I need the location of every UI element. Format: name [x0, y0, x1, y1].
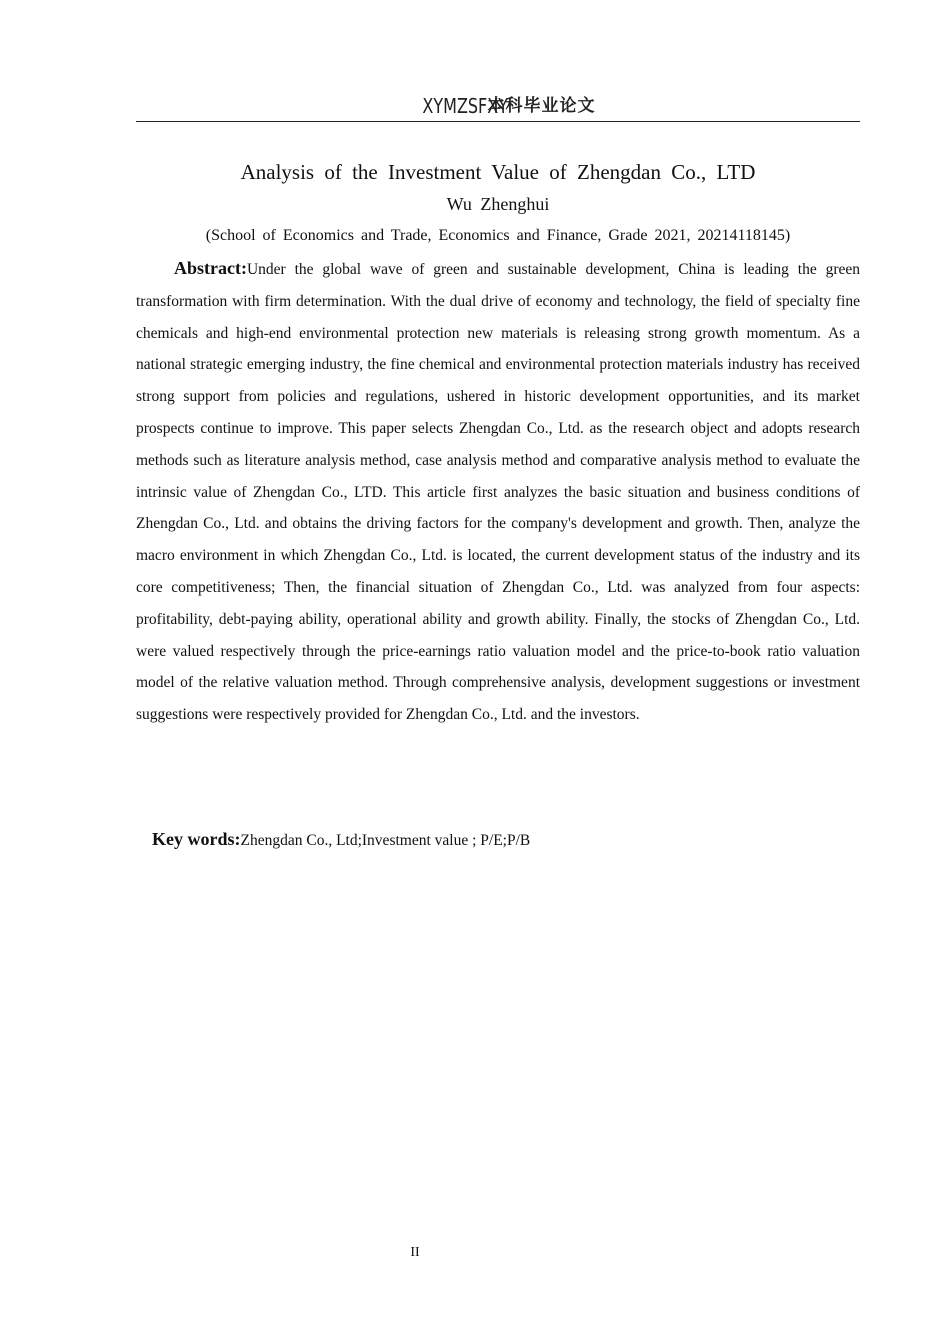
paper-title: Analysis of the Investment Value of Zhengdan Co., LTD — [240, 160, 756, 184]
header-title-cn: 本科毕业论文 — [487, 96, 596, 116]
page-number: II — [410, 1245, 420, 1260]
keywords — [152, 826, 852, 854]
abstract — [136, 253, 860, 731]
abstract-text: Under the global wave of green and sustainable development, China is leading the green transformation with firm determination. With the dual drive of economy and technology, the field of specialty fine chemicals and high-end environmental protection new materials is releasing strong growth momentum. As a national strategic emerging industry, the fine chemical and environmental protection materials industry has received strong support from policies and regulations, ushered in historic development opportunities, and its market prospects continue to improve. This paper selects Zhengdan Co., Ltd. as the research object and adopts research methods such as literature analysis method, case analysis method and comparative analysis method to evaluate the intrinsic value of Zhengdan Co., LTD. This article first analyzes the basic situation and business conditions of Zhengdan Co., Ltd. and obtains the driving factors for the company's development and growth. Then, analyze the macro environment in which Zhengdan Co., Ltd. is located, the current development status of the industry and its core competitiveness; Then, the financial situation of Zhengdan Co., Ltd. was analyzed from four aspects: profitability, debt-paying ability, operational ability and growth ability. Finally, the stocks of Zhengdan Co., Ltd. were valued respectively through the price-earnings ratio valuation model and the price-to-book ratio valuation model of the relative valuation method. Through comprehensive analysis, development suggestions or investment suggestions were respectively provided for Zhengdan Co., Ltd. and the investors. — [136, 261, 860, 724]
paper-author: Wu Zhenghui — [446, 194, 550, 214]
page-header — [136, 92, 860, 122]
header-code: XYMZSFXY — [421, 94, 508, 118]
keywords-label: Key words: — [152, 829, 241, 849]
abstract-label: Abstract: — [174, 258, 247, 278]
keywords-text: Zhengdan Co., Ltd;Investment value ; P/E;P/B — [240, 832, 531, 849]
paper-affiliation: (School of Economics and Trade, Economics and Finance, Grade 2021, 20214118145) — [205, 227, 791, 244]
